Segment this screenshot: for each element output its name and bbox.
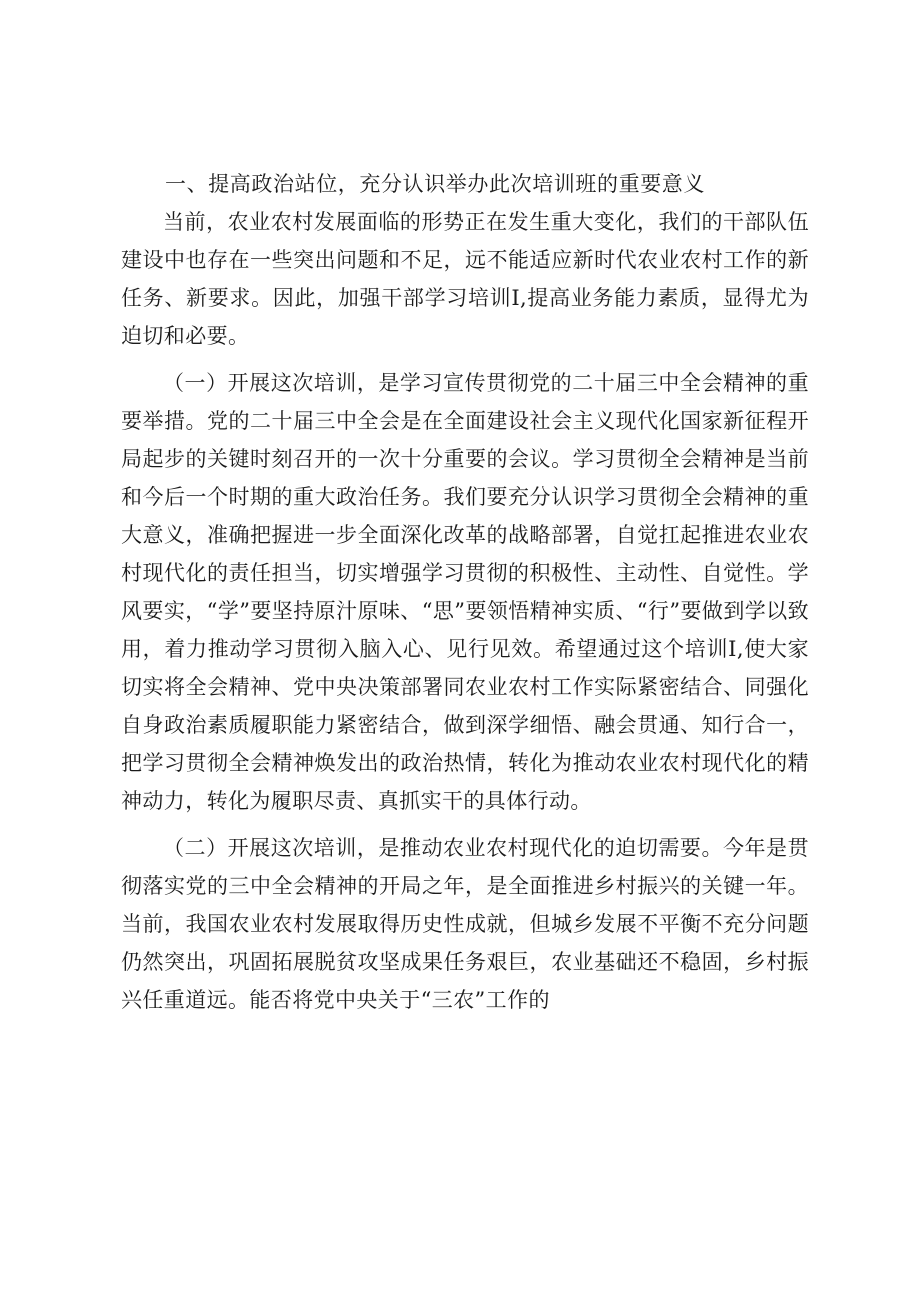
paragraph-gap <box>121 820 809 829</box>
paragraph-gap <box>121 355 809 364</box>
paragraph-point-2: （二）开展这次培训，是推动农业农村现代化的迫切需要。今年是贯彻落实党的三中全会精神的开局之年，是全面推进乡村振兴的关键一年。当前，我国农业农村发展取得历史性成就，但城乡发展不平衡不充分问题仍然突出，巩固拓展脱贫攻坚成果任务艰巨，农业基础还不稳固，乡村振兴任重道远。能否将党中央关于“三农”工作的 <box>121 836 809 1012</box>
paragraph-intro: 当前，农业农村发展面临的形势正在发生重大变化，我们的干部队伍建设中也存在一些突出问题和不足，远不能适应新时代农业农村工作的新任务、新要求。因此，加强干部学习培训I,提高业务能力素质，显得尤为迫切和必要。 <box>121 210 809 348</box>
section-heading: 一、提高政治站位，充分认识举办此次培训班的重要意义 <box>165 172 705 196</box>
document-body <box>121 165 809 1019</box>
paragraph-point-1: （一）开展这次培训，是学习宣传贯彻党的二十届三中全会精神的重要举措。党的二十届三中全会是在全面建设社会主义现代化国家新征程开局起步的关键时刻召开的一次十分重要的会议。学习贯彻全会精神是当前和今后一个时期的重大政治任务。我们要充分认识学习贯彻全会精神的重大意义，准确把握进一步全面深化改革的战略部署，自觉扛起推进农业农村现代化的责任担当，切实增强学习贯彻的积极性、主动性、自觉性。学风要实，“学”要坚持原汁原味、“思”要领悟精神实质、“行”要做到学以致用，着力推动学习贯彻入脑入心、见行见效。希望通过这个培训I,使大家切实将全会精神、党中央决策部署同农业农村工作实际紧密结合、同强化自身政治素质履职能力紧密结合，做到深学细悟、融会贯通、知行合一，把学习贯彻全会精神焕发出的政治热情，转化为推动农业农村现代化的精神动力，转化为履职尽责、真抓实干的具体行动。 <box>121 371 809 813</box>
